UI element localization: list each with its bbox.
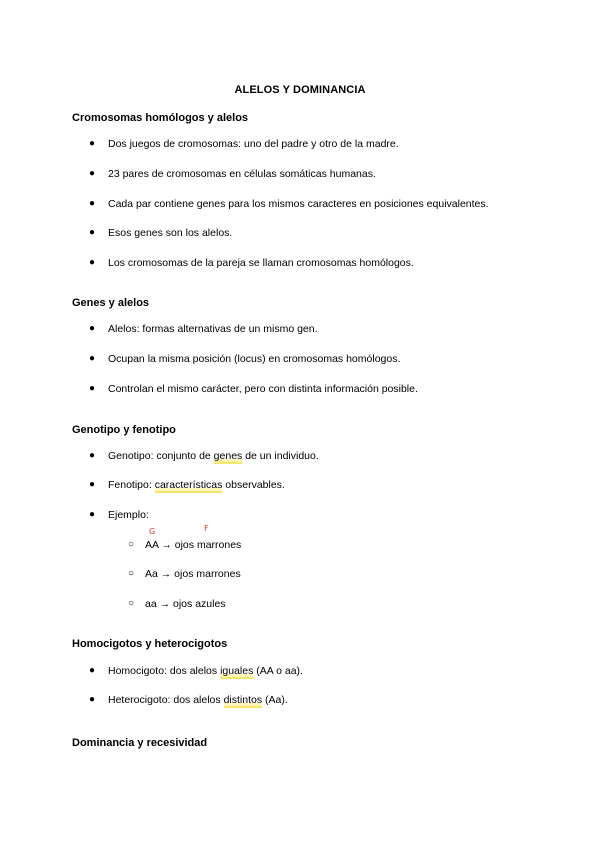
bullet-icon: ● <box>89 168 96 179</box>
sub-list-item: ○ aa → ojos azules <box>128 598 226 610</box>
list-item: ● Dos juegos de cromosomas: uno del padre y otro de la madre. <box>89 138 399 150</box>
bullet-icon: ● <box>89 227 96 238</box>
list-item: ● Heterocigoto: dos alelos distintos (Aa). <box>89 694 288 706</box>
bullet-icon: ● <box>89 694 96 705</box>
highlight: distintos <box>223 694 263 706</box>
bullet-icon: ● <box>89 383 96 394</box>
bullet-icon: ● <box>89 323 96 334</box>
bullet-icon: ● <box>89 198 96 209</box>
bullet-icon: ● <box>89 450 96 461</box>
heading-cromosomas: Cromosomas homólogos y alelos <box>72 112 249 124</box>
list-item: ● Ocupan la misma posición (locus) en cromosomas homólogos. <box>89 353 401 365</box>
bullet-icon: ● <box>89 509 96 520</box>
highlight: iguales <box>220 665 254 677</box>
list-item: ● Cada par contiene genes para los mismos caracteres en posiciones equivalentes. <box>89 198 489 210</box>
document-title: ALELOS Y DOMINANCIA <box>234 84 366 96</box>
sub-list-item: ○ Aa → ojos marrones <box>128 568 241 580</box>
list-item: ● Controlan el mismo carácter, pero con distinta información posible. <box>89 383 418 395</box>
list-item: ● Ejemplo: <box>89 509 149 521</box>
circle-bullet-icon: ○ <box>128 568 135 579</box>
list-item: ● Alelos: formas alternativas de un mismo gen. <box>89 323 318 335</box>
annotation-mark-g: G <box>149 527 156 536</box>
bullet-icon: ● <box>89 479 96 490</box>
bullet-icon: ● <box>89 353 96 364</box>
bullet-icon: ● <box>89 665 96 676</box>
highlight: características <box>154 479 223 491</box>
list-item: ● Fenotipo: características observables. <box>89 479 285 491</box>
list-item: ● Esos genes son los alelos. <box>89 227 233 239</box>
circle-bullet-icon: ○ <box>128 598 135 609</box>
sub-list-item: ○ AA → ojos marrones <box>128 539 242 551</box>
heading-homocigotos: Homocigotos y heterocigotos <box>72 638 228 650</box>
heading-dominancia: Dominancia y recesividad <box>72 737 208 749</box>
bullet-icon: ● <box>89 138 96 149</box>
heading-genotipo-fenotipo: Genotipo y fenotipo <box>72 424 176 436</box>
highlight: genes <box>213 450 243 462</box>
list-item: ● Los cromosomas de la pareja se llaman cromosomas homólogos. <box>89 257 414 269</box>
annotation-mark-f: F <box>204 524 209 533</box>
list-item: ● Homocigoto: dos alelos iguales (AA o aa). <box>89 665 303 677</box>
bullet-icon: ● <box>89 257 96 268</box>
heading-genes-alelos: Genes y alelos <box>72 297 150 309</box>
circle-bullet-icon: ○ <box>128 539 135 550</box>
list-item: ● 23 pares de cromosomas en células somáticas humanas. <box>89 168 376 180</box>
list-item: ● Genotipo: conjunto de genes de un individuo. <box>89 450 319 462</box>
